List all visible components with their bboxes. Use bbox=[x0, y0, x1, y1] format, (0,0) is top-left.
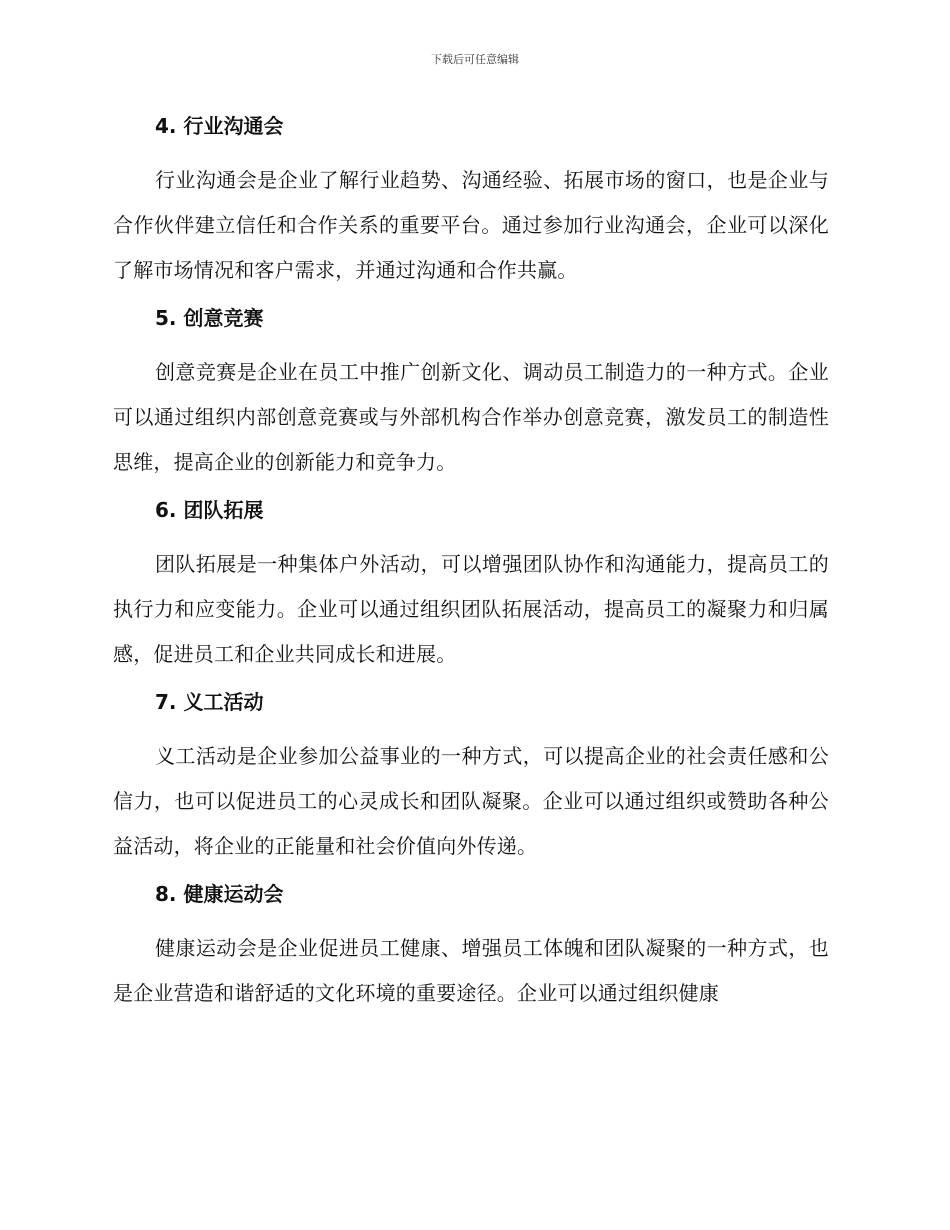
section-paragraph: 行业沟通会是企业了解行业趋势、沟通经验、拓展市场的窗口，也是企业与合作伙伴建立信任和合作关系的重要平台。通过参加行业沟通会，企业可以深化了解市场情况和客户需求，并通过沟通和合作共赢。 bbox=[113, 168, 829, 282]
section-paragraph: 义工活动是企业参加公益事业的一种方式，可以提高企业的社会责任感和公信力，也可以促进员工的心灵成长和团队凝聚。企业可以通过组织或赞助各种公益活动，将企业的正能量和社会价值向外传递。 bbox=[113, 744, 829, 858]
document-body bbox=[113, 112, 829, 1027]
section-7 bbox=[113, 688, 829, 869]
page-header: 下载后可任意编辑 bbox=[431, 53, 519, 66]
section-paragraph: 创意竞赛是企业在员工中推广创新文化、调动员工制造力的一种方式。企业可以通过组织内部创意竞赛或与外部机构合作举办创意竞赛，激发员工的制造性思维，提高企业的创新能力和竞争力。 bbox=[113, 360, 829, 474]
section-5 bbox=[113, 304, 829, 485]
section-heading: 8. 健康运动会 bbox=[155, 882, 284, 906]
section-paragraph: 团队拓展是一种集体户外活动，可以增强团队协作和沟通能力，提高员工的执行力和应变能力。企业可以通过组织团队拓展活动，提高员工的凝聚力和归属感，促进员工和企业共同成长和进展。 bbox=[113, 552, 829, 666]
section-8 bbox=[113, 880, 829, 1016]
section-heading: 6. 团队拓展 bbox=[155, 498, 264, 522]
section-6 bbox=[113, 496, 829, 677]
section-heading: 7. 义工活动 bbox=[155, 690, 264, 714]
section-heading: 4. 行业沟通会 bbox=[155, 114, 284, 138]
section-4 bbox=[113, 112, 829, 293]
section-heading: 5. 创意竞赛 bbox=[155, 306, 264, 330]
section-paragraph: 健康运动会是企业促进员工健康、增强员工体魄和团队凝聚的一种方式，也是企业营造和谐舒适的文化环境的重要途径。企业可以通过组织健康 bbox=[113, 936, 829, 1005]
